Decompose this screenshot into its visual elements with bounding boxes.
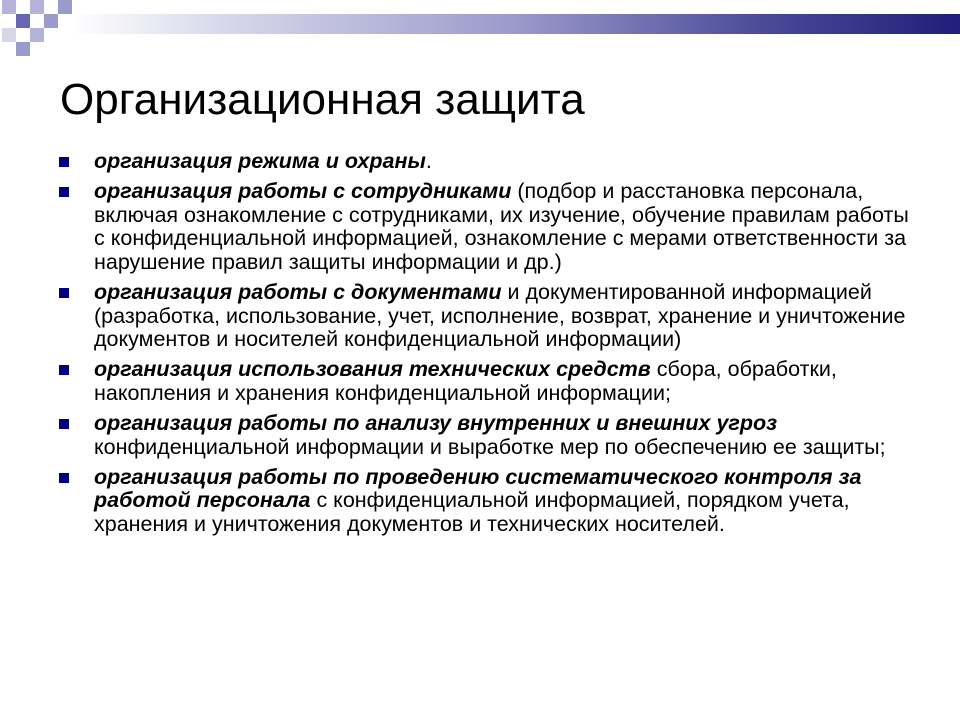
decor-square xyxy=(30,28,44,42)
bullet-text: сбора, обработки, накопления и хранения конфиденциальной информации; xyxy=(94,357,837,405)
decor-square xyxy=(16,14,30,28)
bullet-text: (подбор и расстановка персонала, включая ознакомление с сотрудниками, их изучение, обучение правилам работы с конфиденциальной информацией, ознакомление с мерами ответственности за нарушение правил защиты информации и др.) xyxy=(94,179,909,274)
square-bullet-icon xyxy=(59,157,69,167)
bullet-text: с конфиденциальной информацией, порядком учета, хранения и уничтожения документов и технических носителей. xyxy=(94,488,850,536)
bullet-emphasis: организация работы с документами xyxy=(94,279,502,304)
bullet-item xyxy=(56,281,916,352)
decor-square xyxy=(58,0,72,14)
bullet-emphasis: организация работы по проведению систематического контроля за работой персонала xyxy=(94,464,862,513)
bullet-item xyxy=(56,150,916,174)
bullet-emphasis: организация работы с сотрудниками xyxy=(94,179,512,204)
bullet-text: . xyxy=(425,149,432,173)
square-bullet-icon xyxy=(59,473,69,483)
decor-square xyxy=(2,28,16,42)
bullet-text: конфиденциальной информации и выработке мер по обеспечению ее защиты; xyxy=(94,434,886,459)
decor-square xyxy=(16,42,30,56)
square-bullet-icon xyxy=(59,419,69,429)
bullet-emphasis: организация использования технических средств xyxy=(94,357,651,382)
decor-square xyxy=(44,14,58,28)
bullet-text: и документированной информацией (разработка, использование, учет, исполнение, возврат, хранение и уничтожение документов и носителей конфиденциальной информации) xyxy=(94,279,906,352)
bullet-item xyxy=(56,466,916,537)
header-gradient-bar xyxy=(70,14,960,34)
bullet-item xyxy=(56,358,916,405)
bullet-emphasis: организация режима и охраны xyxy=(94,149,426,173)
square-bullet-icon xyxy=(59,365,69,375)
bullet-list xyxy=(56,150,916,543)
decor-square xyxy=(2,0,16,14)
decor-square xyxy=(30,0,44,14)
bullet-emphasis: организация работы по анализу внутренних и внешних угроз xyxy=(94,410,778,435)
slide-title: Организационная защита xyxy=(60,75,585,124)
square-bullet-icon xyxy=(59,187,69,197)
square-bullet-icon xyxy=(59,288,69,298)
bullet-item xyxy=(56,180,916,274)
bullet-item xyxy=(56,412,916,459)
